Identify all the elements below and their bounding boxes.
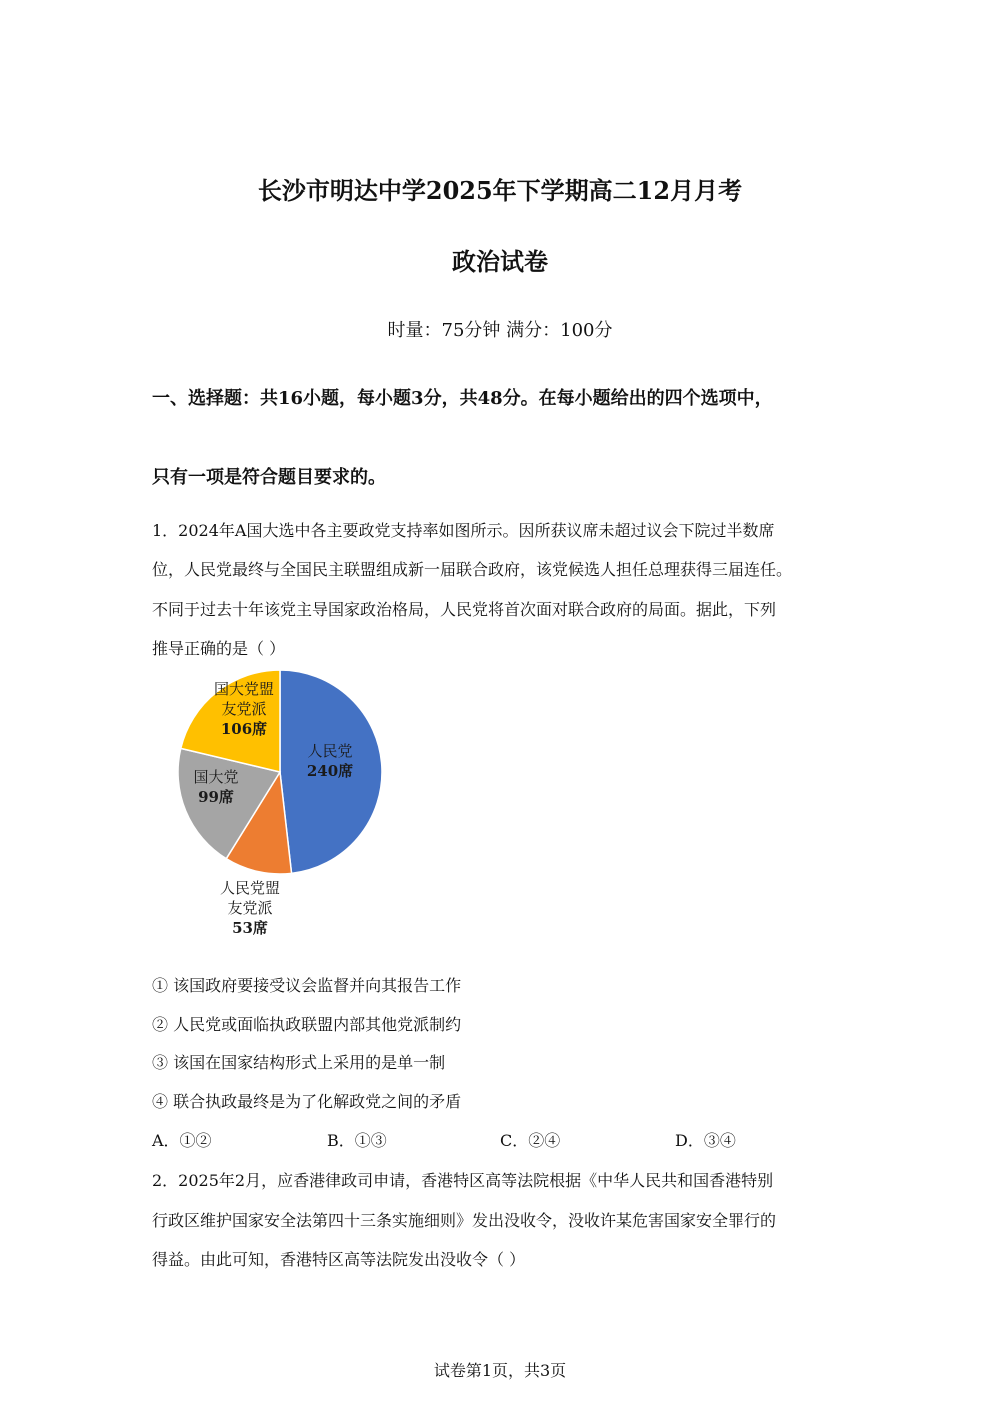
statement-4: ④ 联合执政最终是为了化解政党之间的矛盾 (152, 1092, 462, 1111)
slice-label: 国大党 (193, 768, 239, 786)
question-1-stem-line: 推导正确的是（ ） (152, 639, 286, 658)
slice-label: 99席 (198, 788, 234, 806)
question-1-stem-line: 位，人民党最终与全国民主联盟组成新一届联合政府，该党候选人担任总理获得三届连任。 (152, 560, 793, 579)
choice-b[interactable]: B．①③ (327, 1131, 387, 1150)
slice-label: 人民党 (307, 742, 353, 760)
question-1-stem-line: 不同于过去十年该党主导国家政治格局，人民党将首次面对联合政府的局面。据此，下列 (152, 600, 777, 619)
exam-title: 长沙市明达中学2025年下学期高二12月月考 (257, 176, 743, 205)
section-heading-cont: 只有一项是符合题目要求的。 (152, 467, 386, 488)
slice-label: 国大党盟 (213, 680, 275, 698)
question-1-stem-line: 1．2024年A国大选中各主要政党支持率如图所示。因所获议席未超过议会下院过半数席 (152, 521, 775, 540)
page-footer: 试卷第1页，共3页 (433, 1361, 567, 1380)
choice-a[interactable]: A．①② (152, 1131, 212, 1150)
seat-pie-chart (170, 670, 400, 945)
slice-label: 240席 (306, 762, 354, 780)
question-2-stem-line: 得益。由此可知，香港特区高等法院发出没收令（ ） (152, 1250, 526, 1269)
question-2-stem-line: 2．2025年2月，应香港律政司申请，香港特区高等法院根据《中华人民共和国香港特别 (152, 1171, 774, 1190)
slice-label-line: 友党派 (227, 899, 273, 917)
slice-label-outside (185, 878, 315, 938)
slice-label-line: 53席 (232, 919, 268, 937)
exam-subject: 政治试卷 (452, 247, 548, 276)
statement-2: ② 人民党或面临执政联盟内部其他党派制约 (152, 1015, 462, 1034)
question-2-stem-line: 行政区维护国家安全法第四十三条实施细则》发出没收令，没收许某危害国家安全罪行的 (152, 1211, 777, 1230)
statement-3: ③ 该国在国家结构形式上采用的是单一制 (152, 1053, 446, 1072)
section-heading: 一、选择题：共16小题，每小题3分，共48分。在每小题给出的四个选项中， (152, 388, 773, 409)
choice-d[interactable]: D．③④ (675, 1131, 736, 1150)
slice-label-line: 人民党盟 (219, 879, 280, 897)
choice-c[interactable]: C．②④ (500, 1131, 561, 1150)
slice-label: 友党派 (221, 700, 267, 718)
slice-label: 106席 (220, 720, 268, 738)
statement-1: ① 该国政府要接受议会监督并向其报告工作 (152, 976, 462, 995)
exam-meta: 时量：75分钟 满分：100分 (387, 320, 613, 341)
